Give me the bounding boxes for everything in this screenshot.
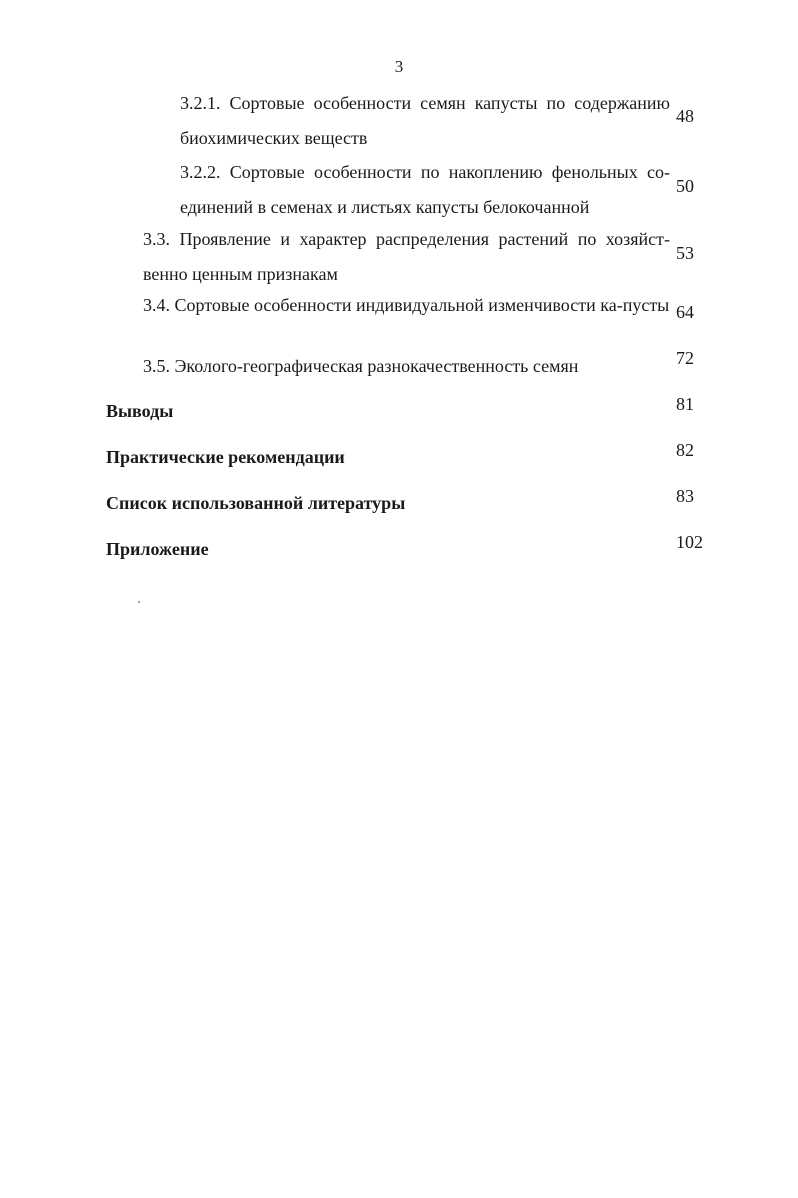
toc-entry-3-2-2 <box>180 155 694 225</box>
toc-entry-3-2-1 <box>180 86 694 156</box>
toc-entry-text: Практические рекомендации <box>106 447 345 467</box>
toc-entry-text: Приложение <box>106 539 209 559</box>
toc-entry-page: 81 <box>676 394 694 414</box>
toc-entry-page: 83 <box>676 486 694 506</box>
toc-entry-references <box>106 486 694 521</box>
toc-entry-text: Список использованной литературы <box>106 493 406 513</box>
toc-entry-page: 82 <box>676 440 694 460</box>
toc-entry-page: 64 <box>676 302 694 322</box>
toc-entry-appendix <box>106 532 703 567</box>
toc-entry-page: 102 <box>676 532 703 552</box>
scan-speck <box>138 601 140 603</box>
toc-entry-page: 50 <box>676 176 694 196</box>
page-number: 3 <box>394 57 404 76</box>
toc-entry-page: 48 <box>676 106 694 126</box>
toc-entry-conclusions <box>106 394 694 429</box>
toc-entry-text: 3.3. Проявление и характер распределения растений по хозяйст-венно ценным признакам <box>143 229 670 284</box>
toc-entry-page: 72 <box>676 348 694 368</box>
toc-entry-text: Выводы <box>106 401 174 421</box>
toc-entry-3-4 <box>143 292 694 322</box>
toc-entry-3-5 <box>143 348 694 384</box>
toc-entry-text: 3.2.1. Сортовые особенности семян капусты по содержанию биохимических веществ <box>180 93 670 148</box>
toc-entry-recommendations <box>106 440 694 475</box>
toc-entry-text: 3.4. Сортовые особенности индивидуальной изменчивости ка-пусты <box>143 295 670 315</box>
toc-entry-text: 3.2.2. Сортовые особенности по накоплению фенольных со-единений в семенах и листьях капусты белокочанной <box>180 162 670 217</box>
toc-entry-page: 53 <box>676 243 694 263</box>
toc-entry-text: 3.5. Эколого-географическая разнокачественность семян <box>143 356 579 376</box>
toc-entry-3-3 <box>143 222 694 292</box>
